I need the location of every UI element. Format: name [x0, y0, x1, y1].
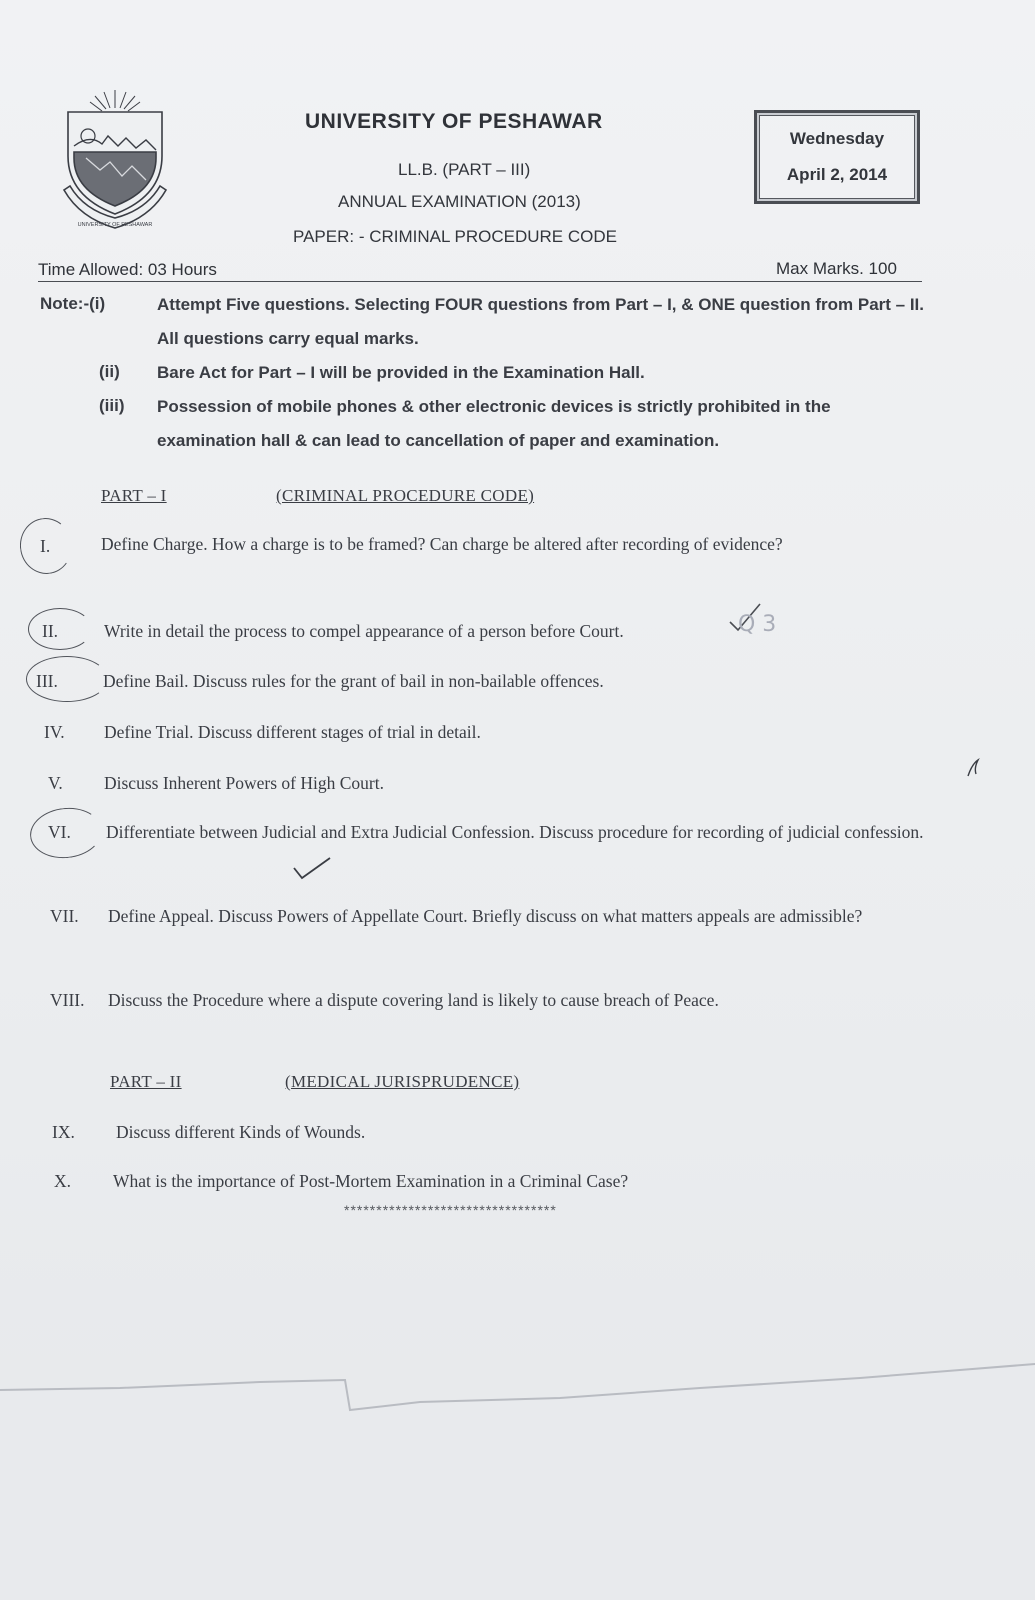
- exam-day: Wednesday: [789, 129, 885, 148]
- handwritten-circle: [28, 608, 92, 650]
- question-number: II.: [42, 621, 59, 641]
- university-seal-icon: [60, 86, 170, 236]
- part1-label: PART – I: [101, 486, 167, 505]
- university-name: UNIVERSITY OF PESHAWAR: [305, 110, 603, 133]
- end-separator: *********************************: [344, 1202, 557, 1218]
- handwritten-circle: [26, 656, 108, 702]
- torn-paper-edge: [0, 1330, 1035, 1600]
- part1-title: (CRIMINAL PROCEDURE CODE): [276, 486, 535, 505]
- question-number: VIII.: [50, 990, 85, 1010]
- question-text: What is the importance of Post-Mortem Examination in a Criminal Case?: [113, 1171, 629, 1191]
- question-number: I.: [40, 536, 51, 556]
- question-text: Define Charge. How a charge is to be framed? Can charge be altered after recording of evidence?: [101, 534, 783, 554]
- question-number: III.: [36, 671, 58, 691]
- question-text: Discuss different Kinds of Wounds.: [116, 1122, 366, 1142]
- question-text: Write in detail the process to compel appearance of a person before Court.: [104, 621, 624, 641]
- question-number: VI.: [48, 822, 71, 842]
- note-text-2: Bare Act for Part – I will be provided in the Examination Hall.: [157, 363, 645, 382]
- pencil-note: Q 3: [738, 612, 777, 637]
- note-text-1: Attempt Five questions. Selecting FOUR questions from Part – I, & ONE question from Part – II. All questions carry equal marks.: [157, 295, 925, 348]
- pen-mark-icon: [966, 758, 980, 780]
- question-text: Define Trial. Discuss different stages of trial in detail.: [104, 722, 481, 742]
- question-text: Differentiate between Judicial and Extra Judicial Confession. Discuss procedure for recording of judicial confession.: [106, 822, 924, 842]
- seal-ribbon-text: UNIVERSITY OF PESHAWAR: [77, 222, 153, 228]
- question-number: V.: [48, 773, 63, 793]
- paper-title: PAPER: - CRIMINAL PROCEDURE CODE: [293, 227, 617, 246]
- question-number: IX.: [52, 1122, 75, 1142]
- question-text: Define Appeal. Discuss Powers of Appellate Court. Briefly discuss on what matters appeals are admissible?: [108, 906, 863, 926]
- note-label-3: (iii): [99, 396, 125, 415]
- header-divider: [38, 281, 922, 282]
- question-text: Discuss Inherent Powers of High Court.: [104, 773, 384, 793]
- question-text: Define Bail. Discuss rules for the grant of bail in non-bailable offences.: [103, 671, 604, 691]
- program-title: LL.B. (PART – III): [398, 160, 531, 179]
- instructions: [0, 290, 1035, 460]
- question-number: X.: [54, 1171, 72, 1191]
- part2-label: PART – II: [110, 1072, 182, 1091]
- exam-title: ANNUAL EXAMINATION (2013): [338, 192, 581, 211]
- checkmark-icon: [292, 856, 332, 882]
- note-text-3: Possession of mobile phones & other electronic devices is strictly prohibited in the examination hall & can lead to cancellation of paper and examination.: [157, 397, 831, 450]
- note-label-1: Note:-(i): [40, 294, 106, 313]
- time-allowed: Time Allowed: 03 Hours: [38, 260, 217, 279]
- date-box: [754, 110, 920, 204]
- question-text: Discuss the Procedure where a dispute covering land is likely to cause breach of Peace.: [108, 990, 719, 1010]
- exam-date: April 2, 2014: [786, 165, 888, 184]
- question-number: IV.: [44, 722, 65, 742]
- note-label-2: (ii): [99, 362, 120, 381]
- max-marks: Max Marks. 100: [776, 259, 897, 278]
- part2-title: (MEDICAL JURISPRUDENCE): [285, 1072, 520, 1091]
- question-number: VII.: [50, 906, 79, 926]
